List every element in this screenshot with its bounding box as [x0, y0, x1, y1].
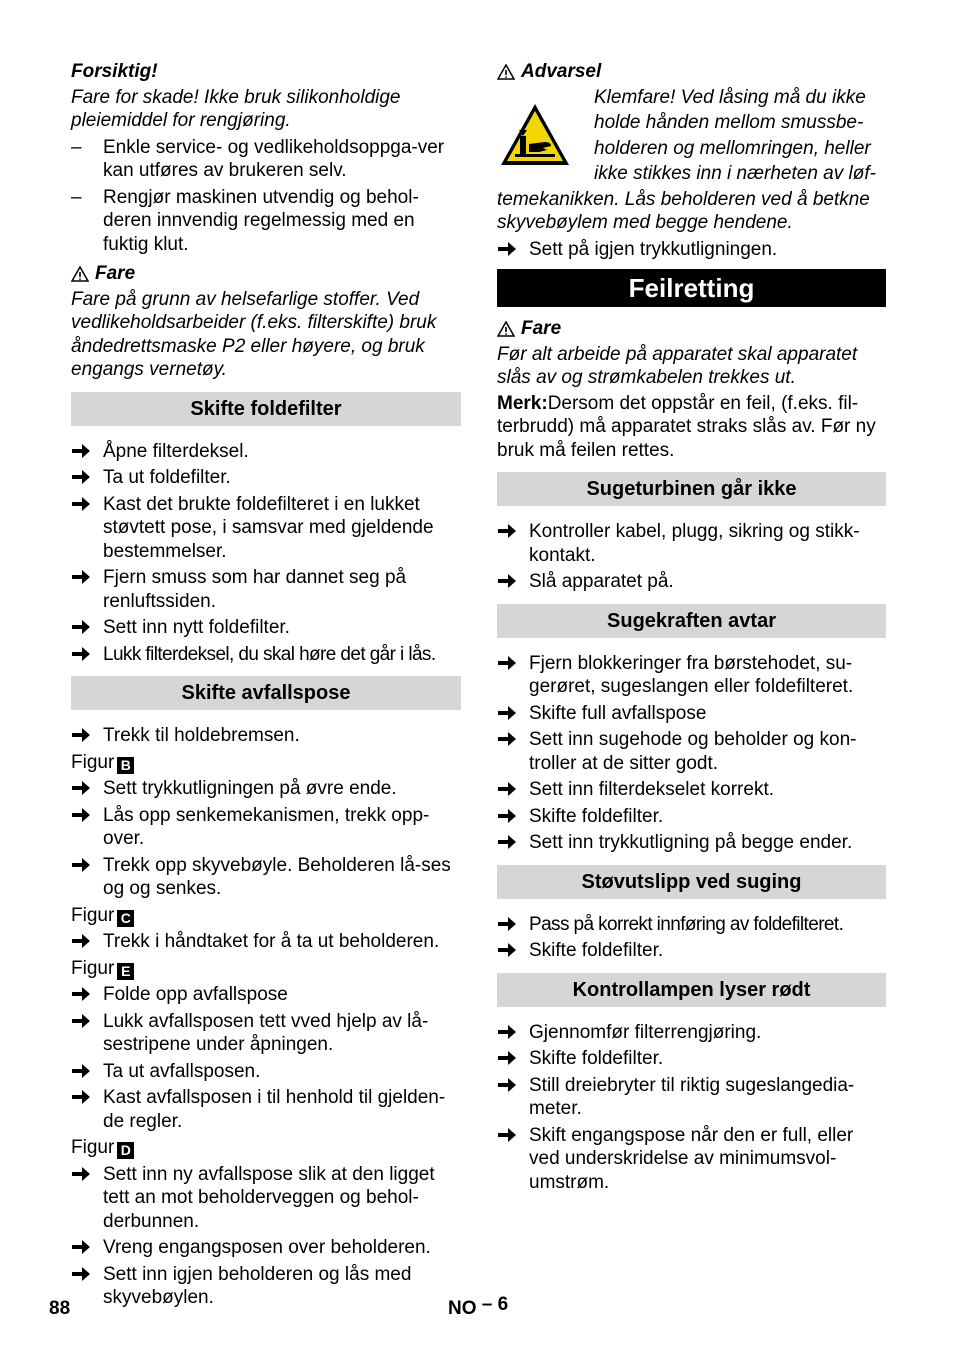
list-item: Lukk filterdeksel, du skal høre det går i lås. [71, 643, 461, 667]
note-label: Merk: [497, 392, 548, 414]
list-item: Sett inn sugehode og beholder og kon-troller at de sitter godt. [497, 728, 886, 775]
warning-heading: Advarsel [497, 60, 886, 84]
list-item: Gjennomfør filterrengjøring. [497, 1021, 886, 1045]
warning-text-line: holderen og mellomringen, heller [594, 137, 871, 159]
right-arrow-icon [71, 493, 91, 517]
figure-letter-badge: B [117, 757, 134, 774]
warning-text-line: ikke stikkes inn i nærheten av løf- [594, 163, 876, 184]
section-heading: Støvutslipp ved suging [497, 865, 886, 899]
figure-ref: Figur B [71, 751, 461, 775]
list-item: Skifte foldefilter. [497, 1047, 886, 1071]
warning-text-line: holde hånden mellom smussbe- [594, 112, 864, 133]
right-arrow-icon [497, 652, 517, 676]
right-arrow-icon [497, 939, 517, 963]
right-arrow-icon [497, 1074, 517, 1098]
figure-ref: Figur C [71, 904, 461, 928]
right-arrow-icon [71, 804, 91, 828]
list-item: – Enkle service- og vedlikeholdsoppga-ver kan utføres av brukeren selv. [71, 136, 445, 181]
section-heading: Skifte avfallspose [71, 676, 461, 710]
list-item: Skifte full avfallspose [497, 702, 886, 726]
danger-heading: Fare [71, 262, 461, 286]
list-item: Kontroller kabel, plugg, sikring og stikk-kontakt. [497, 520, 886, 567]
right-arrow-icon [497, 570, 517, 594]
figure-letter-badge: E [117, 963, 134, 980]
right-arrow-icon [71, 777, 91, 801]
warning-box [497, 60, 886, 235]
right-column [497, 60, 886, 1194]
section-list [71, 440, 461, 667]
list-item: Trekk opp skyvebøyle. Beholderen lå-ses og og senkes. [71, 854, 461, 901]
list-item: Skifte foldefilter. [497, 939, 886, 963]
right-arrow-icon [497, 913, 517, 937]
list-item: Trekk i håndtaket for å ta ut beholderen. [71, 930, 461, 954]
warning-text-line: Klemfare! Ved låsing må du ikke [594, 86, 866, 108]
list-item: Åpne filterdeksel. [71, 440, 461, 464]
danger-text: Fare på grunn av helsefarlige stoffer. Ved vedlikeholdsarbeider (f.eks. filterskifte) bruk åndedrettsmaske P2 eller høyere, og bruk engangs vernetøy. [71, 288, 437, 380]
page-number: 88 [49, 1298, 71, 1319]
right-arrow-icon [71, 440, 91, 464]
note-text: Dersom det oppstår en feil, (f.eks. fil-terbrudd) må apparatet straks slås av. Før ny bruk må feilen rettes. [497, 392, 876, 461]
list-item: Sett inn nytt foldefilter. [71, 616, 461, 640]
dash-bullet: – [71, 186, 82, 208]
list-item: Slå apparatet på. [497, 570, 886, 594]
right-arrow-icon [71, 854, 91, 878]
right-arrow-icon [71, 566, 91, 590]
list-item: Fjern smuss som har dannet seg på renluftssiden. [71, 566, 461, 613]
section-list [71, 777, 461, 901]
crush-hazard-icon [499, 102, 571, 168]
list-item: Trekk til holdebremsen. [71, 724, 461, 748]
section-heading: Skifte foldefilter [71, 392, 461, 426]
list-item: Sett på igjen trykkutligningen. [497, 238, 886, 262]
section-heading: Kontrollampen lyser rødt [497, 973, 886, 1007]
list-item: Skifte foldefilter. [497, 805, 886, 829]
list-item: Ta ut foldefilter. [71, 466, 461, 490]
warning-triangle-icon [71, 266, 89, 282]
figure-ref: Figur E [71, 957, 461, 981]
list-item: Ta ut avfallsposen. [71, 1060, 461, 1084]
list-item: Sett inn ny avfallspose slik at den ligget tett an mot beholderveggen og behol-derbunnen. [71, 1163, 461, 1234]
list-item: Still dreiebryter til riktig sugeslangedia-meter. [497, 1074, 886, 1121]
right-arrow-icon [71, 1263, 91, 1287]
figure-letter-badge: C [117, 910, 134, 927]
caution-text: Fare for skade! Ikke bruk silikonholdige pleiemiddel for rengjøring. [71, 86, 401, 131]
right-arrow-icon [71, 466, 91, 490]
page-footer-code: NO – 6 [448, 1294, 509, 1319]
dash-bullet: – [71, 136, 82, 158]
list-item: Sett inn igjen beholderen og lås med skyvebøylen. [71, 1263, 461, 1310]
right-arrow-icon [71, 724, 91, 748]
warning-text: temekanikken. Lås beholderen ved å betkne skyvebøylem med begge hendene. [497, 188, 870, 233]
right-arrow-icon [71, 930, 91, 954]
list-item: Lukk avfallsposen tett vved hjelp av lå-sestripene under åpningen. [71, 1010, 461, 1057]
list-item: Sett trykkutligningen på øvre ende. [71, 777, 461, 801]
warning-triangle-icon [497, 321, 515, 337]
right-arrow-icon [497, 728, 517, 752]
caution-title: Forsiktig! [71, 61, 158, 82]
figure-letter-badge: D [117, 1142, 134, 1159]
section-heading: Sugekraften avtar [497, 604, 886, 638]
list-item: Pass på korrekt innføring av foldefilteret. [497, 913, 886, 937]
right-arrow-icon [71, 1060, 91, 1084]
danger-heading: Fare [497, 317, 886, 341]
list-item: Sett inn filterdekselet korrekt. [497, 778, 886, 802]
warning-triangle-icon [497, 64, 515, 80]
right-arrow-icon [497, 805, 517, 829]
right-arrow-icon [497, 831, 517, 855]
figure-ref: Figur D [71, 1136, 461, 1160]
right-arrow-icon [497, 520, 517, 544]
list-item: Skift engangspose når den er full, eller ved underskridelse av minimumsvol-umstrøm. [497, 1124, 886, 1195]
right-arrow-icon [71, 1010, 91, 1034]
list-item: – Rengjør maskinen utvendig og behol-deren innvendig regelmessig med en fuktig klut. [71, 186, 419, 255]
note-paragraph [497, 392, 886, 463]
right-arrow-icon [71, 616, 91, 640]
right-arrow-icon [497, 1047, 517, 1071]
section-heading: Sugeturbinen går ikke [497, 472, 886, 506]
chapter-title: Feilretting [497, 269, 886, 307]
right-arrow-icon [71, 1163, 91, 1187]
right-arrow-icon [71, 1236, 91, 1260]
right-arrow-icon [71, 983, 91, 1007]
right-arrow-icon [497, 1124, 517, 1148]
right-arrow-icon [71, 1086, 91, 1110]
list-item: Kast det brukte foldefilteret i en lukket støvtett pose, i samsvar med gjeldende bestemmelser. [71, 493, 461, 564]
list-item: Fjern blokkeringer fra børstehodet, su-gerøret, sugeslangen eller foldefilteret. [497, 652, 886, 699]
section-list [71, 1163, 461, 1310]
list-item: Vreng engangsposen over beholderen. [71, 1236, 461, 1260]
left-column [71, 60, 461, 1310]
right-arrow-icon [71, 643, 91, 667]
right-arrow-icon [497, 1021, 517, 1045]
section-list [71, 930, 461, 954]
list-item: Lås opp senkemekanismen, trekk opp-over. [71, 804, 461, 851]
list-item: Sett inn trykkutligning på begge ender. [497, 831, 886, 855]
danger-text: Før alt arbeide på apparatet skal apparatet slås av og strømkabelen trekkes ut. [497, 343, 858, 388]
troubleshooting-sections [497, 472, 886, 1194]
right-arrow-icon [497, 778, 517, 802]
list-item: Kast avfallsposen i til henhold til gjelden-de regler. [71, 1086, 461, 1133]
right-arrow-icon [497, 702, 517, 726]
right-arrow-icon [497, 238, 517, 262]
list-item: Folde opp avfallspose [71, 983, 461, 1007]
section-list [71, 983, 461, 1133]
